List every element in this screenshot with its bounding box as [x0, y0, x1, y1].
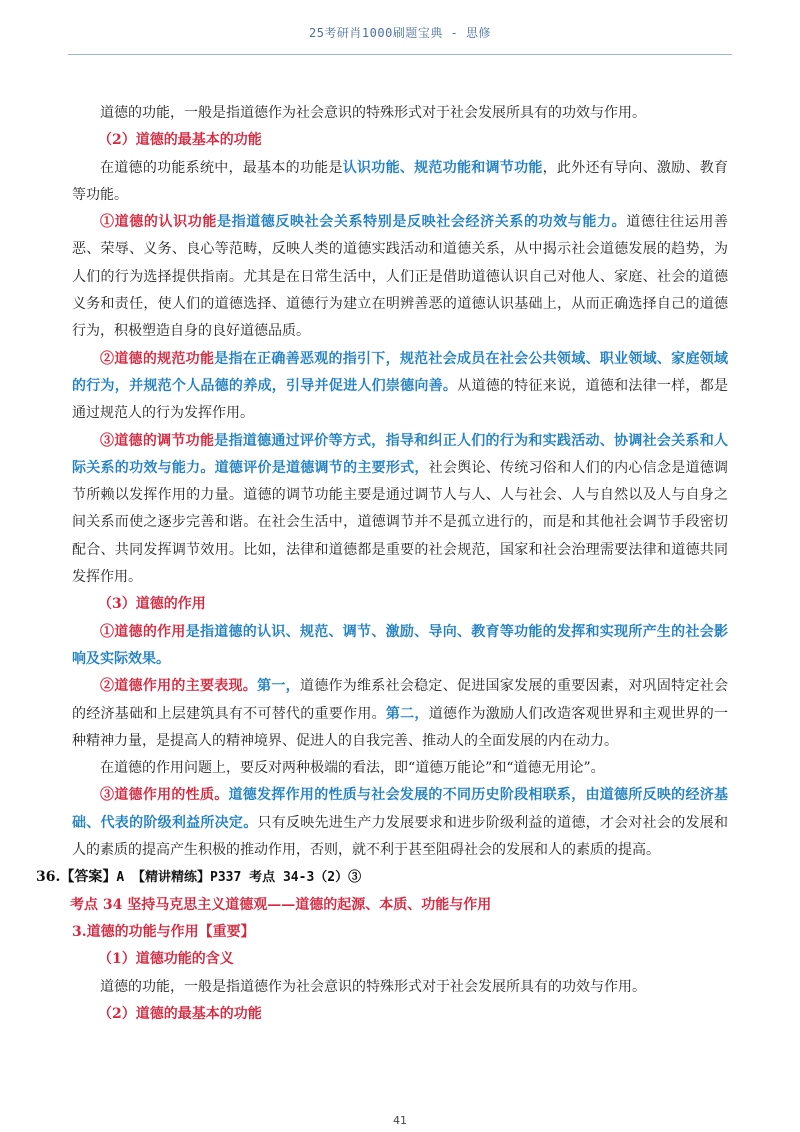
answer-line: 36.【答案】A 【精讲精练】P337 考点 34-3（2）③	[36, 869, 362, 886]
paragraph-two-extremes: 在道德的作用问题上，要反对两种极端的看法，即“道德万能论”和“道德无用论”。	[100, 760, 605, 777]
paragraph-normative-function: ②道德的规范功能是指在正确善恶观的指引下，规范社会成员在社会公共领域、职业领域、家庭领域的行为，并规范个人品德的养成，引导并促进人们崇德向善。从道德的特征来说，道德和法律一样，都是通过规范人的行为发挥作用。	[72, 350, 729, 422]
term-normative-function: ②道德的规范功能	[100, 350, 215, 367]
paragraph-basic-functions: 在道德的功能系统中，最基本的功能是认识功能、规范功能和调节功能，此外还有导向、激励、教育等功能。	[72, 159, 729, 203]
section-title: 3.道德的功能与作用【重要】	[72, 923, 255, 940]
heading-basic-functions-repeat: （2）道德的最基本的功能	[98, 1005, 262, 1022]
heading-function-meaning: （1）道德功能的含义	[98, 951, 234, 968]
paragraph-function-definition: 道德的功能，一般是指道德作为社会意识的特殊形式对于社会发展所具有的功效与作用。	[100, 105, 646, 121]
page-header: 25考研肖1000刷题宝典 - 思修	[308, 26, 492, 40]
heading-basic-functions: （2）道德的最基本的功能	[98, 132, 262, 149]
paragraph-role-definition: ①道德的作用是指道德的认识、规范、调节、激励、导向、教育等功能的发挥和实现所产生的社会影响及实际效果。	[72, 623, 729, 667]
paragraph-regulatory-function: ③道德的调节功能是指道德通过评价等方式，指导和纠正人们的行为和实践活动、协调社会关系和人际关系的功效与能力。道德评价是道德调节的主要形式，社会舆论、传统习俗和人们的内心信念是道德调节所赖以发挥作用的力量。道德的调节功能主要是通过调节人与人、人与社会、人与自然以及人与自身之间关系而使之逐步完善和谐。在社会生活中，道德调节并不是孤立进行的，而是和其他社会调节手段密切配合、共同发挥调节效用。比如，法律和道德都是重要的社会规范，国家和社会治理需要法律和道德共同发挥作用。	[72, 432, 729, 586]
document-body	[36, 100, 729, 1028]
paragraph-cognitive-function: ①道德的认识功能是指道德反映社会关系特别是反映社会经济关系的功效与能力。道德往往运用善恶、荣辱、义务、良心等范畴，反映人类的道德实践活动和道德关系，从中揭示社会道德发展的趋势，为人们的行为选择提供指南。尤其是在日常生活中，人们正是借助道德认识自己对他人、家庭、社会的道德义务和责任，使人们的道德选择、道德行为建立在明辨善恶的道德认识基础上，从而正确选择自己的道德行为，积极塑造自身的良好道德品质。	[72, 214, 729, 340]
paragraph-function-definition-repeat: 道德的功能，一般是指道德作为社会意识的特殊形式对于社会发展所具有的功效与作用。	[100, 978, 646, 995]
heading-role-of-morality: （3）道德的作用	[98, 596, 206, 613]
term-regulatory-function: ③道德的调节功能	[100, 432, 215, 449]
paragraph-role-nature: ③道德作用的性质。道德发挥作用的性质与社会发展的不同历史阶段相联系，由道德所反映的经济基础、代表的阶级利益所决定。只有反映先进生产力发展要求和进步阶级利益的道德，才会对社会的发展和人的素质的提高产生积极的推动作用，否则，就不利于甚至阻碍社会的发展和人的素质的提高。	[72, 787, 729, 859]
term-cognitive-function: ①道德的认识功能	[100, 214, 217, 231]
header-divider	[68, 54, 732, 55]
highlight-three-functions: 认识功能、规范功能和调节功能	[342, 159, 543, 176]
key-point-title: 考点 34 坚持马克思主义道德观——道德的起源、本质、功能与作用	[70, 896, 492, 913]
page-number: 41	[393, 1114, 407, 1127]
paragraph-role-manifestations: ②道德作用的主要表现。第一，道德作为维系社会稳定、促进国家发展的重要因素，对巩固特定社会的经济基础和上层建筑具有不可替代的重要作用。第二，道德作为激励人们改造客观世界和主观世界的一种精神力量，是提高人的精神境界、促进人的自我完善、推动人的全面发展的内在动力。	[72, 678, 729, 749]
